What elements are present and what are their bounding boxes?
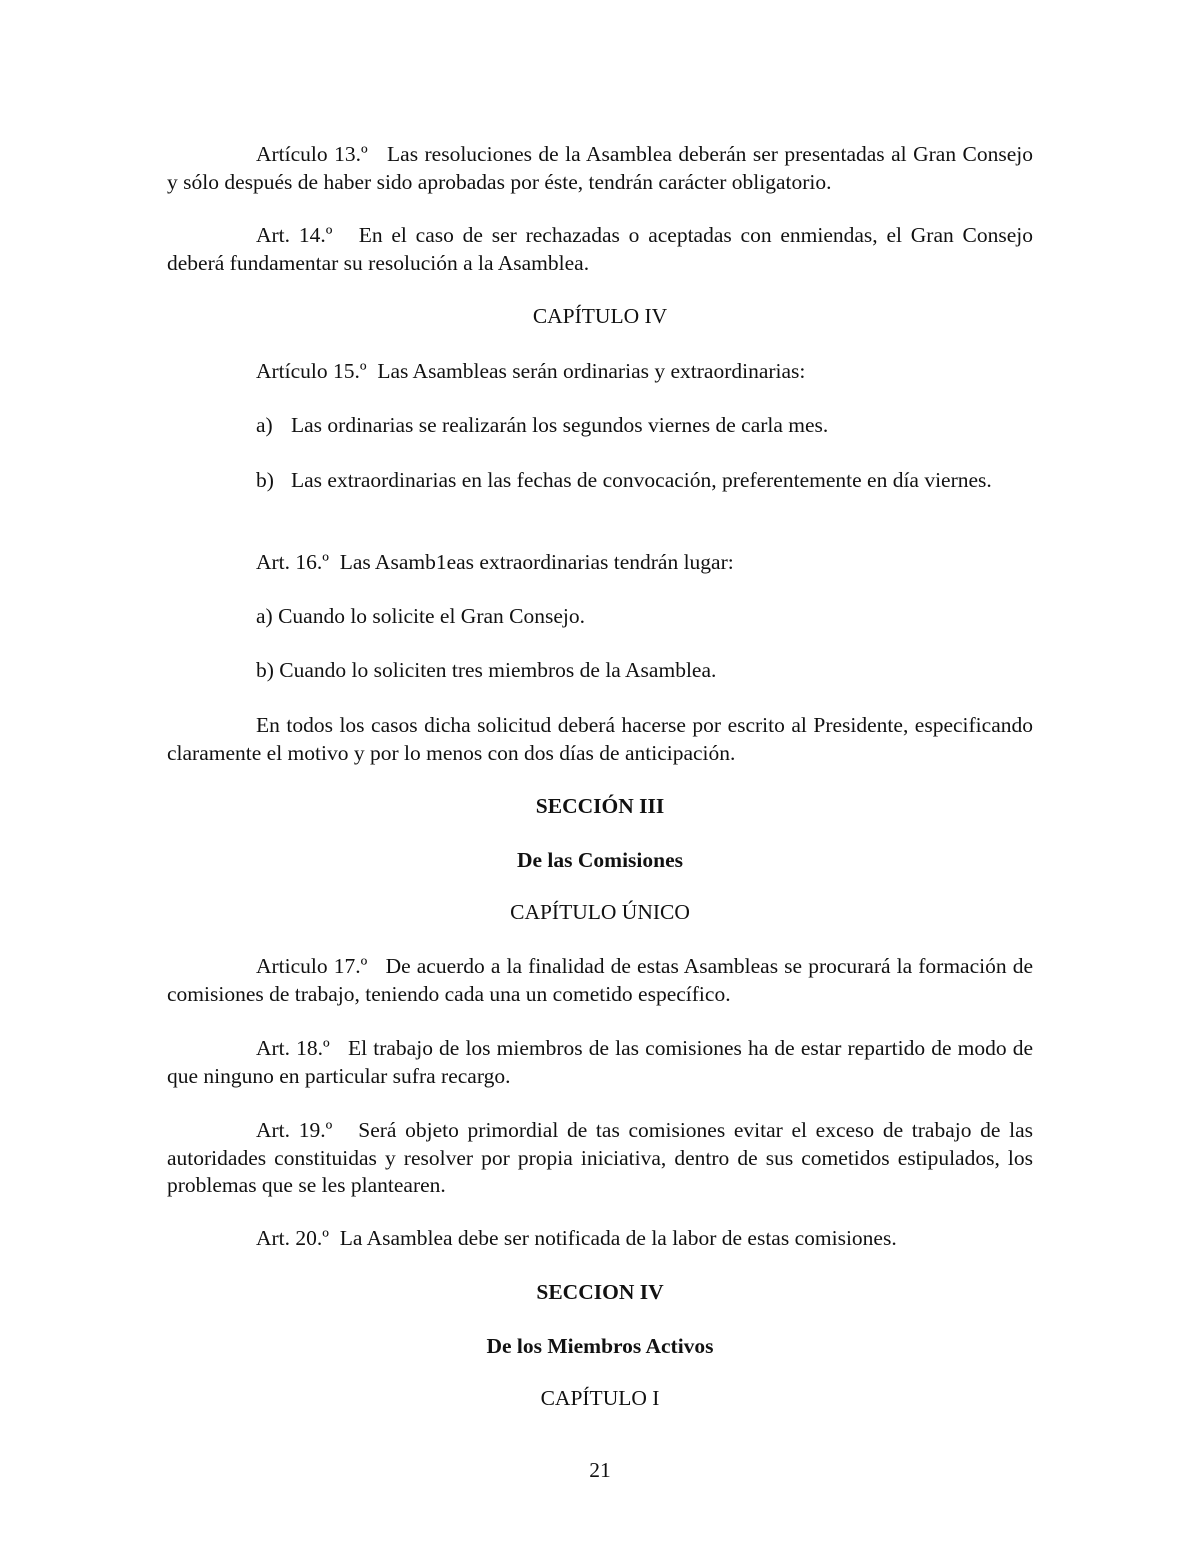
section-3-heading: SECCIÓN III <box>535 794 665 818</box>
section-3-subtitle: De las Comisiones <box>516 848 684 872</box>
chapter-4-heading: CAPÍTULO IV <box>532 304 668 328</box>
article-13 <box>167 141 1033 196</box>
list-item-label: a) <box>256 604 273 628</box>
article-16 <box>256 549 1033 577</box>
article-15-item-b <box>256 467 1033 495</box>
list-item-label: a) <box>256 413 273 437</box>
article-15-label: Artículo 15.º <box>256 359 367 383</box>
article-16-note: En todos los casos dicha solicitud deberá hacerse por escrito al Presidente, especificando claramente el motivo y por lo menos con dos días de anticipación. <box>167 713 1033 765</box>
article-19-text: Será objeto primordial de tas comisiones evitar el exceso de trabajo de las autoridades constituidas y resolver por propia iniciativa, dentro de sus cometidos estipulados, los problemas que se les plantearen. <box>167 1118 1034 1197</box>
article-19 <box>167 1117 1033 1200</box>
list-item-text: Las ordinarias se realizarán los segundos viernes de carla mes. <box>291 413 829 437</box>
section-4-subtitle: De los Miembros Activos <box>486 1334 714 1358</box>
list-item-label: b) <box>256 468 274 492</box>
article-17-text: De acuerdo a la finalidad de estas Asambleas se procurará la formación de comisiones de trabajo, teniendo cada una un cometido específico. <box>167 954 1033 1006</box>
article-20-text: La Asamblea debe ser notificada de la labor de estas comisiones. <box>339 1226 897 1250</box>
article-17-label: Articulo 17.º <box>256 954 368 978</box>
article-15-item-a <box>256 412 1033 440</box>
list-item-text: Las extraordinarias en las fechas de convocación, preferentemente en día viernes. <box>291 468 992 492</box>
chapter-1-heading: CAPÍTULO I <box>540 1386 660 1410</box>
section-4-heading: SECCION IV <box>536 1280 664 1304</box>
article-16-item-b <box>256 657 1033 685</box>
article-18 <box>167 1035 1033 1090</box>
article-17 <box>167 953 1033 1008</box>
list-item-text: Cuando lo solicite el Gran Consejo. <box>278 604 585 628</box>
article-16-label: Art. 16.º <box>256 550 329 574</box>
article-14-label: Art. 14.º <box>256 223 333 247</box>
article-13-text: Las resoluciones de la Asamblea deberán ser presentadas al Gran Consejo y sólo después de haber sido aprobadas por éste, tendrán carácter obligatorio. <box>167 142 1034 194</box>
article-15-text: Las Asambleas serán ordinarias y extraordinarias: <box>377 359 806 383</box>
article-20 <box>256 1225 1033 1253</box>
article-14 <box>167 222 1033 277</box>
article-16-text: Las Asamb1eas extraordinarias tendrán lugar: <box>339 550 734 574</box>
list-item-text: Cuando lo soliciten tres miembros de la Asamblea. <box>279 658 717 682</box>
article-18-text: El trabajo de los miembros de las comisiones ha de estar repartido de modo de que ninguno en particular sufra recargo. <box>167 1036 1034 1088</box>
article-20-label: Art. 20.º <box>256 1226 329 1250</box>
chapter-unico-heading: CAPÍTULO ÚNICO <box>510 900 690 924</box>
article-15 <box>256 358 1033 386</box>
article-19-label: Art. 19.º <box>256 1118 333 1142</box>
list-item-label: b) <box>256 658 274 682</box>
article-18-label: Art. 18.º <box>256 1036 330 1060</box>
article-16-item-a <box>256 603 1033 631</box>
article-13-label: Artículo 13.º <box>256 142 368 166</box>
article-14-text: En el caso de ser rechazadas o aceptadas con enmiendas, el Gran Consejo deberá fundamentar su resolución a la Asamblea. <box>167 223 1033 275</box>
page-number: 21 <box>589 1458 611 1482</box>
